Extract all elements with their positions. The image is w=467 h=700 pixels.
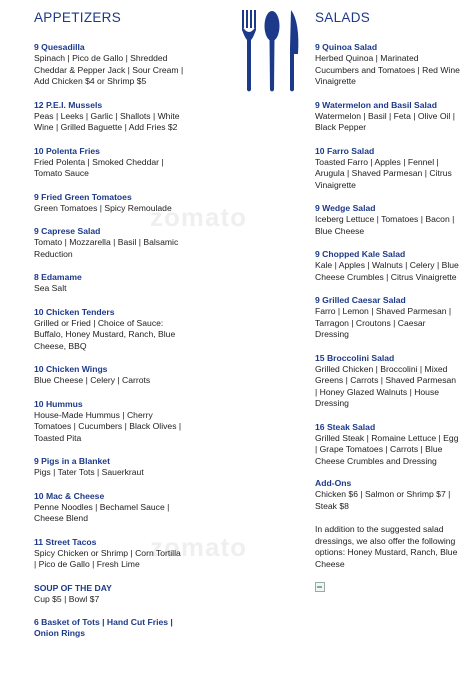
salad-menu-item xyxy=(315,42,460,88)
knife-icon xyxy=(290,10,298,92)
item-description: Herbed Quinoa | Marinated Cucumbers and Tomatoes | Red Wine Vinaigrette xyxy=(315,53,460,86)
salad-menu-item xyxy=(315,146,460,192)
item-name: 9 Watermelon and Basil Salad xyxy=(315,99,437,110)
appetizers-column xyxy=(34,10,184,651)
item-description: Fried Polenta | Smoked Cheddar | Tomato Sauce xyxy=(34,156,164,178)
spoon-icon xyxy=(265,11,280,92)
item-name: 16 Steak Salad xyxy=(315,421,376,432)
item-description: Farro | Lemon | Shaved Parmesan | Tarragon | Croutons | Caesar Dressing xyxy=(315,306,452,339)
appetizers-list xyxy=(34,42,184,639)
item-name: 15 Broccolini Salad xyxy=(315,352,395,363)
dressing-note: In addition to the suggested salad dressings, we also offer the following options: Honey Mustard, Ranch, Blue Cheese xyxy=(315,524,458,569)
item-name: 9 Caprese Salad xyxy=(34,226,101,236)
item-description: Penne Noodles | Bechamel Sauce | Cheese Blend xyxy=(34,501,170,523)
item-description: Pigs | Tater Tots | Sauerkraut xyxy=(34,467,144,477)
appetizer-menu-item xyxy=(34,100,184,134)
item-description: Kale | Apples | Walnuts | Celery | Blue Cheese Crumbles | Citrus Vinaigrette xyxy=(315,260,459,282)
item-description: Tomato | Mozzarella | Basil | Balsamic Reduction xyxy=(34,237,179,259)
item-name: 10 Hummus xyxy=(34,398,83,409)
item-description: Grilled Steak | Romaine Lettuce | Egg | Grape Tomatoes | Carrots | Blue Cheese Crumbles and Dressing xyxy=(315,432,459,466)
item-name: 12 P.E.I. Mussels xyxy=(34,99,103,110)
appetizer-menu-item xyxy=(34,226,184,260)
item-description: Peas | Leeks | Garlic | Shallots | White Wine | Grilled Baguette | Add Fries $2 xyxy=(34,110,180,132)
item-name: 10 Chicken Wings xyxy=(34,364,108,374)
item-description: Cup $5 | Bowl $7 xyxy=(34,593,100,604)
appetizer-menu-item xyxy=(34,456,184,479)
item-name: 9 Grilled Caesar Salad xyxy=(315,295,406,305)
salad-menu-item xyxy=(315,100,460,134)
appetizers-heading: APPETIZERS xyxy=(34,10,122,25)
appetizer-menu-item xyxy=(34,192,184,215)
item-name: 11 Street Tacos xyxy=(34,536,97,547)
item-description: Grilled Chicken | Broccolini | Mixed Greens | Carrots | Shaved Parmesan | Honey Glazed Walnuts | House Dressing xyxy=(315,363,457,408)
salad-menu-item xyxy=(315,353,460,410)
item-name: 9 Wedge Salad xyxy=(315,203,376,213)
salads-heading: SALADS xyxy=(315,10,371,25)
appetizer-menu-item xyxy=(34,307,184,353)
item-description: Green Tomatoes | Spicy Remoulade xyxy=(34,202,172,213)
item-name: 9 Quesadilla xyxy=(34,42,85,52)
item-name: SOUP OF THE DAY xyxy=(34,582,112,593)
item-description: House-Made Hummus | Cherry Tomatoes | Cucumbers | Black Olives | Toasted Pita xyxy=(34,409,182,443)
addons-desc: Chicken $6 | Salmon or Shrimp $7 | Steak $8 xyxy=(315,489,451,511)
salad-menu-item xyxy=(315,249,460,283)
addons-title: Add-Ons xyxy=(315,478,352,488)
item-name: 10 Mac & Cheese xyxy=(34,490,105,501)
item-name: 9 Pigs in a Blanket xyxy=(34,456,110,466)
item-name: 6 Basket of Tots | Hand Cut Fries | Onion Rings xyxy=(34,617,173,638)
appetizer-menu-item xyxy=(34,364,184,387)
watermark: zomato xyxy=(150,202,247,232)
item-description: Spinach | Pico de Gallo | Shredded Cheddar & Pepper Jack | Sour Cream | Add Chicken $4 or Shrimp $5 xyxy=(34,53,184,86)
item-description: Spicy Chicken or Shrimp | Corn Tortilla | Pico de Gallo | Fresh Lime xyxy=(34,547,181,569)
item-description: Sea Salt xyxy=(34,283,67,293)
item-name: 9 Chopped Kale Salad xyxy=(315,249,406,259)
item-name: 10 Chicken Tenders xyxy=(34,306,115,317)
salad-menu-item xyxy=(315,295,460,341)
salad-menu-item xyxy=(315,422,460,468)
watermark: zomato xyxy=(150,532,247,562)
item-name: 9 Quinoa Salad xyxy=(315,42,378,52)
broken-image-icon xyxy=(315,582,325,592)
item-description: Watermelon | Basil | Feta | Olive Oil | Black Pepper xyxy=(315,110,455,132)
item-description: Blue Cheese | Celery | Carrots xyxy=(34,375,151,385)
appetizer-menu-item xyxy=(34,272,184,295)
appetizer-menu-item xyxy=(34,399,184,445)
item-name: 10 Polenta Fries xyxy=(34,145,100,156)
addons-block xyxy=(315,478,460,512)
appetizer-menu-item xyxy=(34,146,184,180)
item-description: Toasted Farro | Apples | Fennel | Arugula | Shaved Parmesan | Citrus Vinaigrette xyxy=(315,156,452,190)
appetizer-menu-item xyxy=(34,583,184,606)
fork-icon xyxy=(242,10,256,92)
item-name: 10 Farro Salad xyxy=(315,145,375,156)
appetizer-menu-item xyxy=(34,617,184,639)
item-name: 9 Fried Green Tomatoes xyxy=(34,191,132,202)
salads-list xyxy=(315,42,460,467)
item-description: Iceberg Lettuce | Tomatoes | Bacon | Blue Cheese xyxy=(315,214,455,236)
item-description: Grilled or Fried | Choice of Sauce: Buffalo, Honey Mustard, Ranch, Blue Cheese, BBQ xyxy=(34,317,176,351)
salad-menu-item xyxy=(315,203,460,237)
salads-column xyxy=(315,10,460,592)
appetizer-menu-item xyxy=(34,537,184,571)
utensils-graphic xyxy=(238,8,304,94)
appetizer-menu-item xyxy=(34,42,184,88)
appetizer-menu-item xyxy=(34,491,184,525)
item-name: 8 Edamame xyxy=(34,272,82,282)
